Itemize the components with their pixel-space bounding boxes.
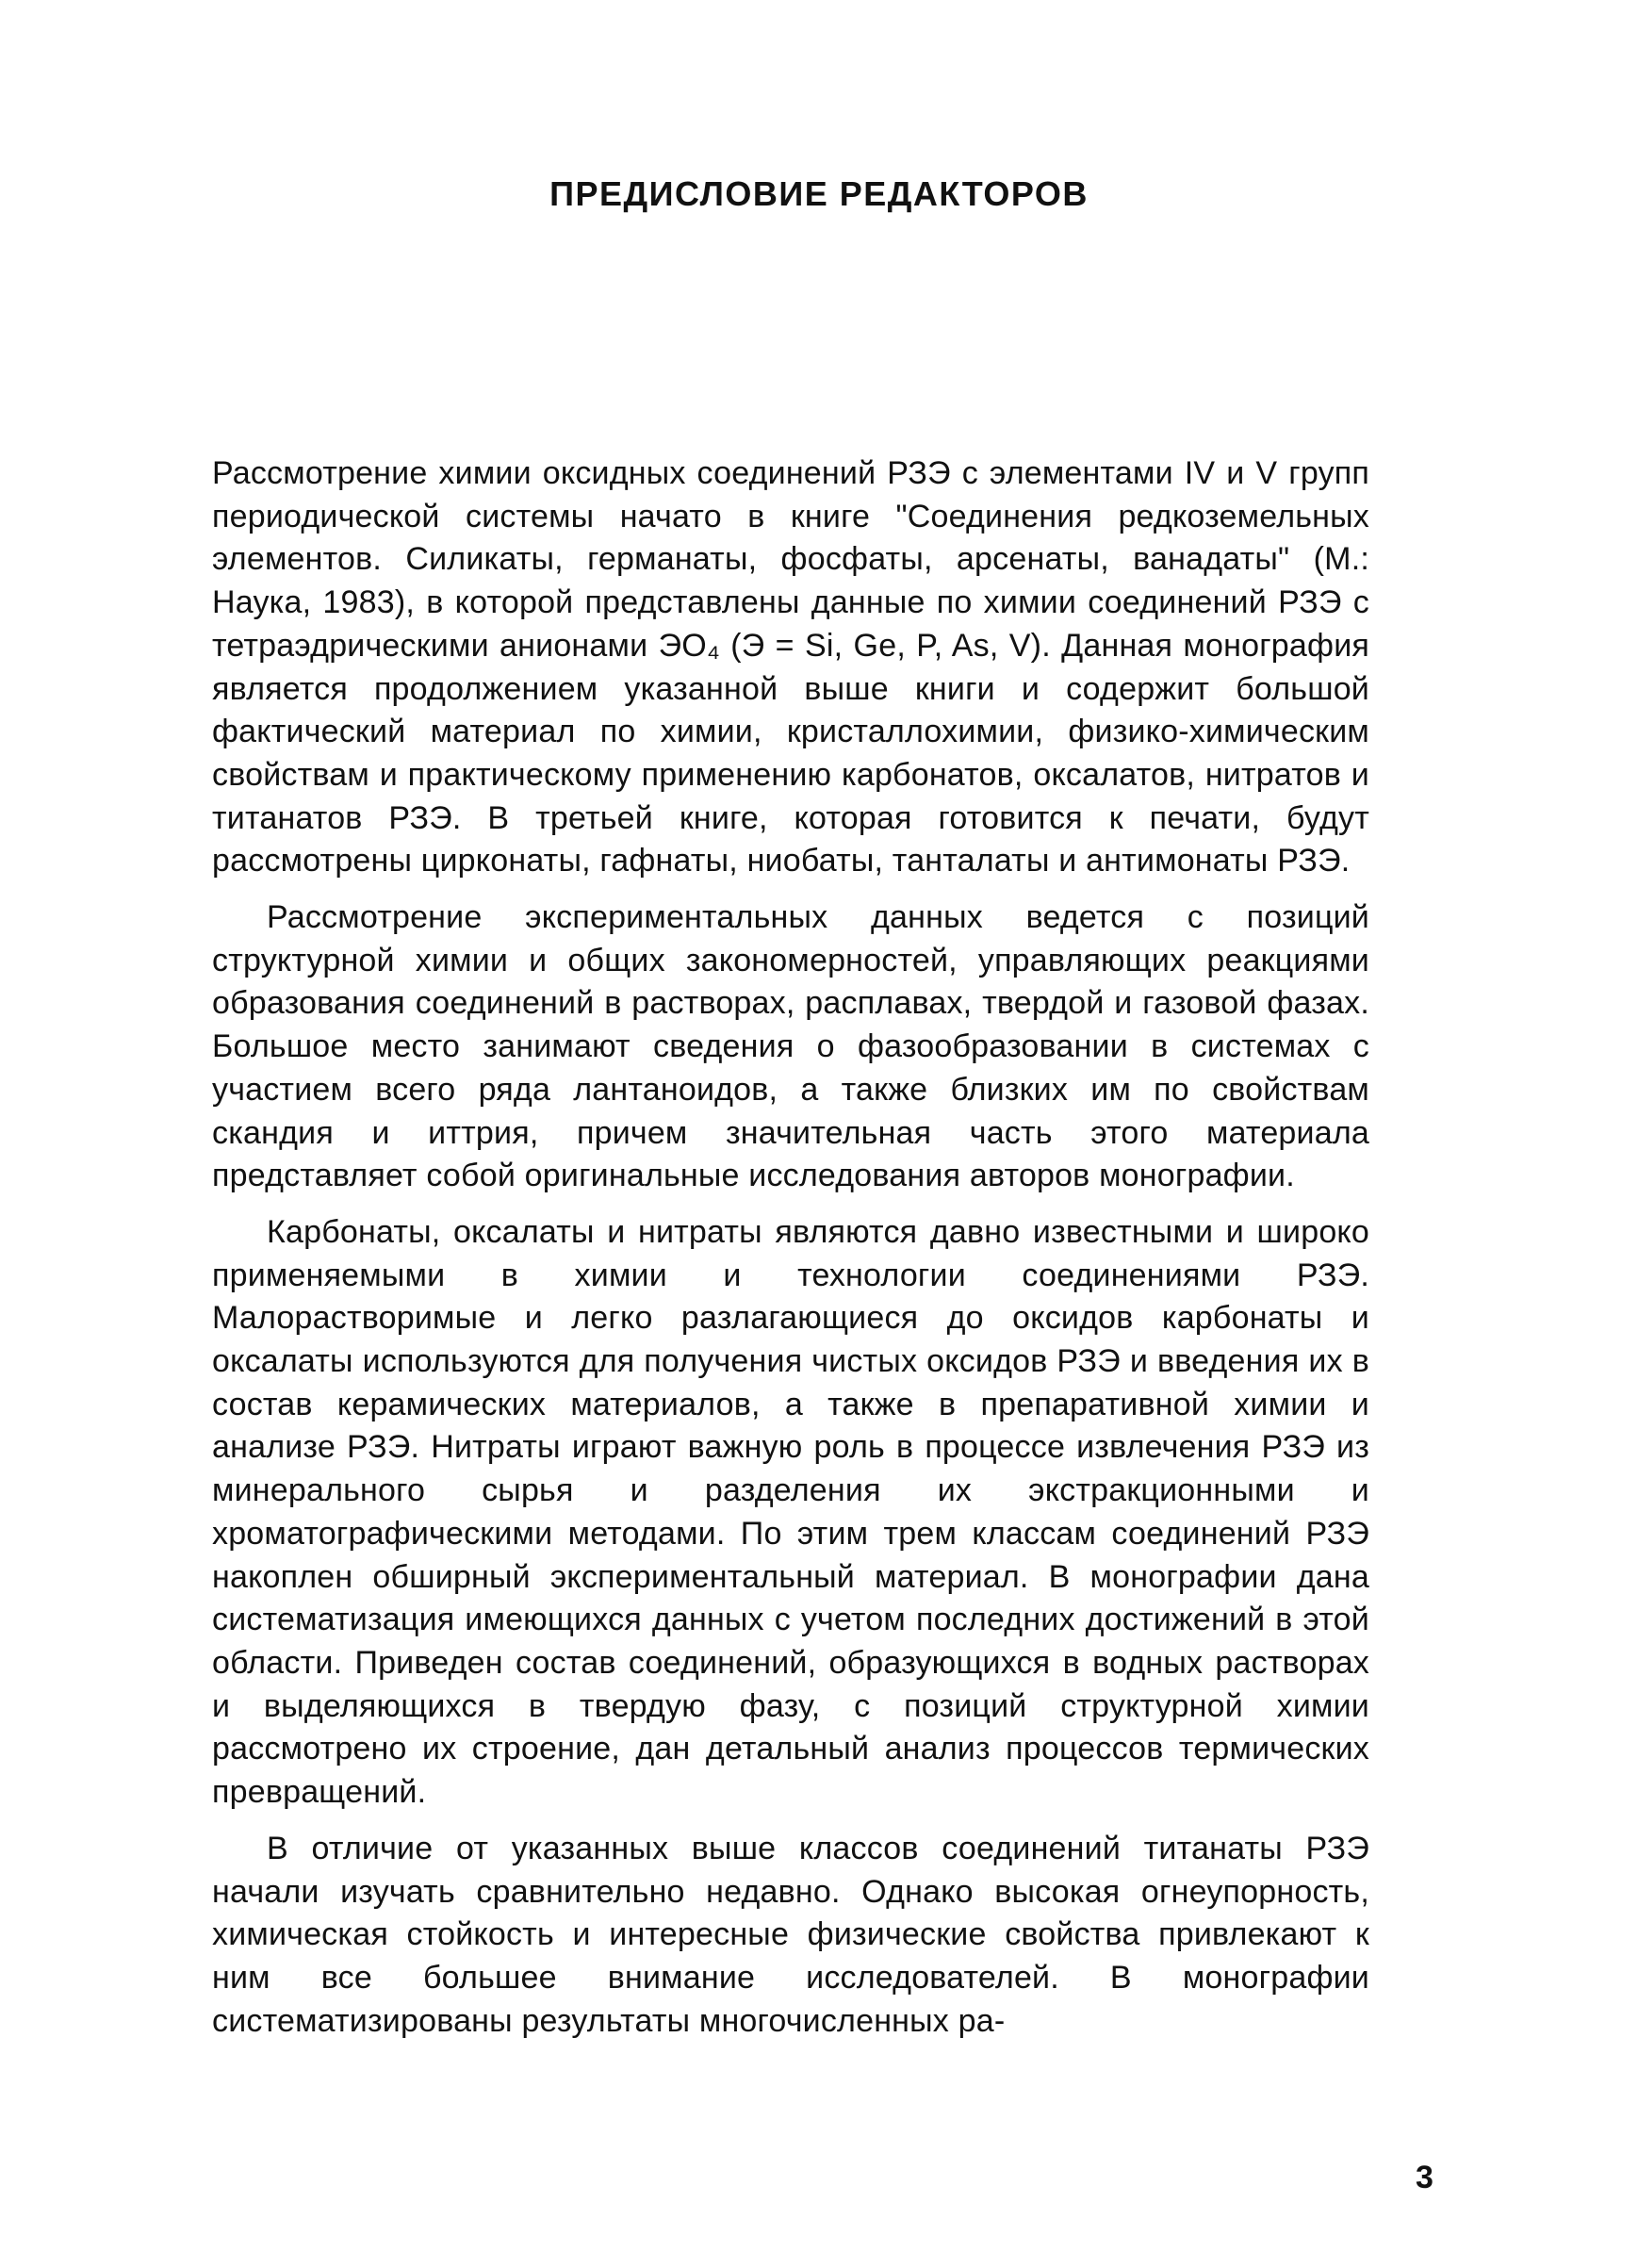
paragraph-2: Рассмотрение экспериментальных данных ведется с позиций структурной химии и общих закономерностей, управляющих реакциями образования соединений в растворах, расплавах, твердой и газовой фазах. Большое место занимают сведения о фазообразовании в системах с участием всего ряда лантаноидов, а также близких им по свойствам скандия и иттрия, причем значительная часть этого материала представляет собой оригинальные исследования авторов монографии. xyxy=(212,899,1369,1194)
page-number: 3 xyxy=(1416,2160,1433,2195)
paragraph-1: Рассмотрение химии оксидных соединений РЗЭ с элементами IV и V групп периодической системы начато в книге "Соединения редкоземельных элементов. Силикаты, германаты, фосфаты, арсенаты, ванадаты" (М.: Наука, 1983), в которой представлены данные по химии соединений РЗЭ с тетраэдрическими анионами ЭО₄ (Э = Si, Ge, P, As, V). Данная монография является продолжением указанной выше книги и содержит большой фактический материал по химии, кристаллохимии, физико-химическим свойствам и практическому применению карбонатов, оксалатов, нитратов и титанатов РЗЭ. В третьей книге, которая готовится к печати, будут рассмотрены цирконаты, гафнаты, ниобаты, танталаты и антимонаты РЗЭ. xyxy=(212,455,1369,879)
paragraph-4: В отличие от указанных выше классов соединений титанаты РЗЭ начали изучать сравнительно недавно. Однако высокая огнеупорность, химическая стойкость и интересные физические свойства привлекают к ним все большее внимание исследователей. В монографии систематизированы результаты многочисленных ра- xyxy=(212,1830,1369,2039)
body-text xyxy=(212,452,1369,2056)
paragraph-3: Карбонаты, оксалаты и нитраты являются давно известными и широко применяемыми в химии и технологии соединениями РЗЭ. Малорастворимые и легко разлагающиеся до оксидов карбонаты и оксалаты используются для получения чистых оксидов РЗЭ и введения их в состав керамических материалов, а также в препаративной химии и анализе РЗЭ. Нитраты играют важную роль в процессе извлечения РЗЭ из минерального сырья и разделения их экстракционными и хроматографическими методами. По этим трем классам соединений РЗЭ накоплен обширный экспериментальный материал. В монографии дана систематизация имеющихся данных с учетом последних достижений в этой области. Приведен состав соединений, образующихся в водных растворах и выделяющихся в твердую фазу, с позиций структурной химии рассмотрено их строение, дан детальный анализ процессов термических превращений. xyxy=(212,1213,1369,1811)
page-title: ПРЕДИСЛОВИЕ РЕДАКТОРОВ xyxy=(549,174,1089,213)
